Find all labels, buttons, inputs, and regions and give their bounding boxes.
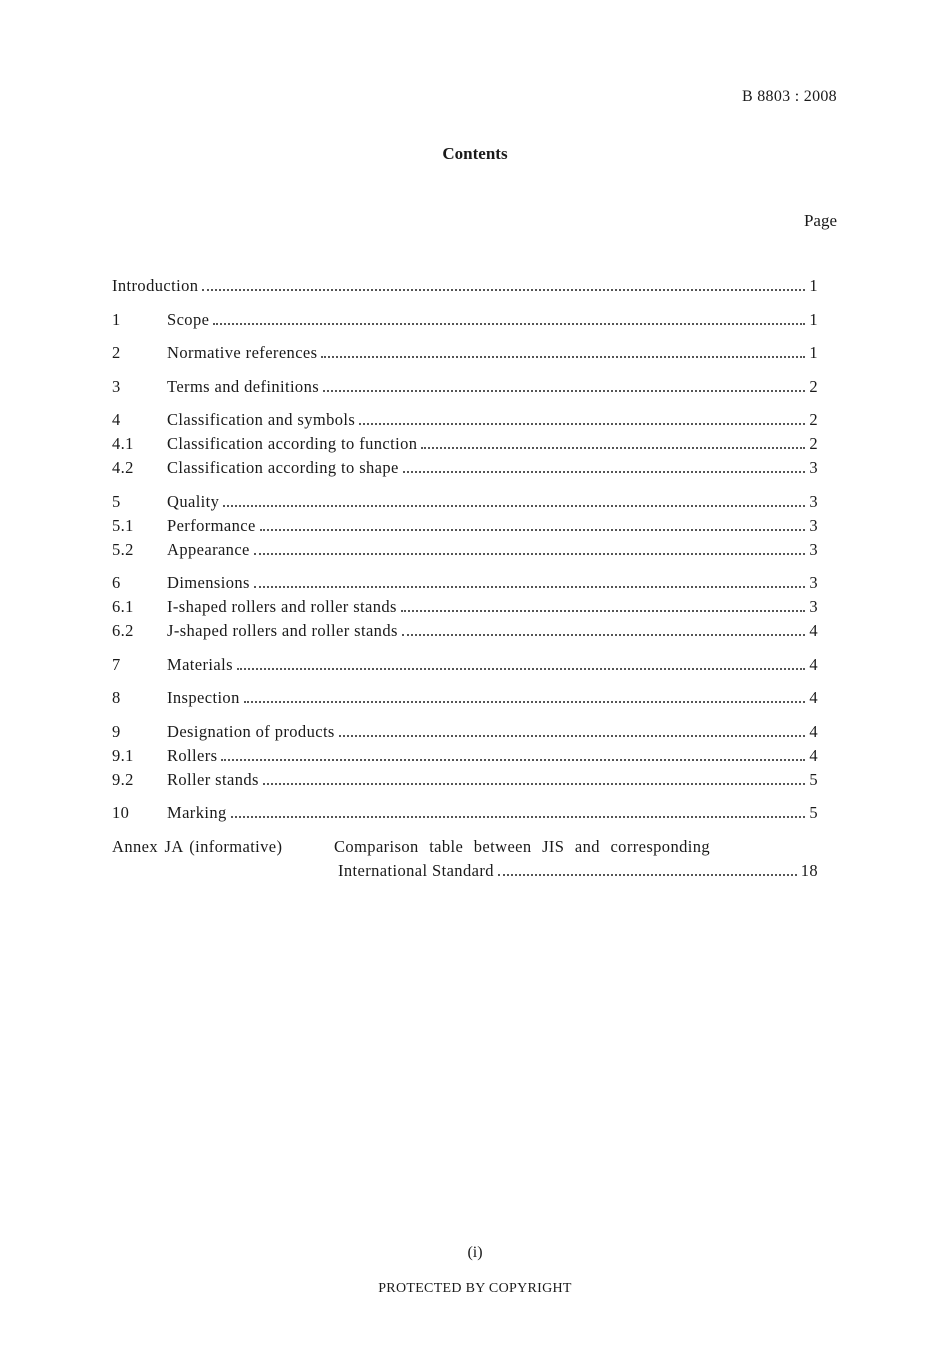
toc-entry-roller-stands[interactable] (112, 770, 818, 794)
toc-entry-scope[interactable] (112, 310, 818, 334)
toc-entry-number: 6.2 (112, 621, 134, 640)
toc-entry-number: 4 (112, 410, 121, 429)
toc-entry-title: Materials (167, 654, 233, 674)
annex-label: Annex JA (informative) (112, 836, 283, 856)
toc-entry-j-shaped-rollers[interactable] (112, 621, 818, 645)
toc-dot-leader (237, 667, 805, 670)
toc-dot-leader (359, 422, 805, 425)
toc-dot-leader (402, 633, 806, 636)
toc-entry-title: J-shaped rollers and roller stands (167, 621, 398, 640)
toc-entry-title: Roller stands (167, 769, 259, 789)
toc-dot-leader (401, 609, 805, 612)
toc-entry-number: 5.2 (112, 539, 134, 559)
toc-entry-normative-references[interactable] (112, 343, 818, 367)
toc-entry-number: 4.1 (112, 434, 134, 453)
page-column-label: Page (803, 211, 837, 230)
toc-entry-number: 3 (112, 376, 121, 396)
toc-entry-number: 8 (112, 688, 121, 707)
toc-entry-annex-ja[interactable] (112, 837, 818, 885)
toc-dot-leader (213, 322, 805, 325)
toc-dot-leader (321, 355, 805, 358)
toc-entry-title: Dimensions (167, 573, 250, 592)
toc-entry-title: Terms and definitions (167, 376, 320, 396)
toc-entry-title: Inspection (167, 688, 240, 707)
toc-entry-number: 9.2 (112, 769, 134, 789)
toc-entry-page: 2 (809, 376, 818, 396)
toc-entry-classification-and-symbols[interactable] (112, 410, 818, 434)
annex-first-line (112, 837, 818, 861)
toc-entry-title: Performance (167, 515, 256, 535)
toc-entry-page: 3 (809, 597, 818, 616)
toc-entry-marking[interactable] (112, 803, 818, 827)
toc-entry-title: Classification according to function (167, 434, 418, 453)
toc-dot-leader (498, 873, 797, 876)
toc-entry-page: 4 (809, 688, 818, 707)
toc-entry-number: 1 (112, 309, 121, 329)
annex-second-line (112, 861, 818, 885)
toc-dot-leader (421, 446, 805, 449)
toc-entry-title: Designation of products (167, 721, 335, 741)
toc-entry-title: Appearance (167, 539, 250, 559)
toc-entry-title: Classification according to shape (167, 458, 399, 477)
toc-entry-quality[interactable] (112, 492, 818, 516)
toc-entry-i-shaped-rollers[interactable] (112, 597, 818, 621)
toc-dot-leader (323, 389, 805, 392)
toc-entry-title: Rollers (167, 745, 218, 765)
toc-entry-title: I-shaped rollers and roller stands (167, 597, 397, 616)
toc-entry-classification-function[interactable] (112, 434, 818, 458)
toc-entry-title: Marking (167, 803, 227, 822)
toc-entry-title: Scope (167, 309, 210, 329)
toc-entry-number: 5.1 (112, 515, 134, 535)
toc-entry-page: 1 (809, 276, 818, 295)
toc-entry-number: 2 (112, 343, 121, 362)
toc-entry-page: 4 (809, 745, 818, 765)
toc-entry-number: 9 (112, 721, 121, 741)
toc-entry-number: 7 (112, 654, 121, 674)
toc-dot-leader (254, 585, 806, 588)
annex-title-line2: International Standard (338, 860, 494, 880)
toc-dot-leader (231, 815, 806, 818)
toc-entry-page: 2 (809, 410, 818, 429)
toc-entry-page: 1 (809, 343, 818, 362)
toc-entry-number: 10 (112, 803, 130, 822)
toc-entry-terms-and-definitions[interactable] (112, 377, 818, 401)
toc-entry-dimensions[interactable] (112, 573, 818, 597)
toc-entry-inspection[interactable] (112, 688, 818, 712)
toc-entry-page: 3 (809, 515, 818, 535)
toc-entry-page: 3 (809, 539, 818, 559)
toc-entry-number: 6.1 (112, 597, 134, 616)
toc-entry-designation-of-products[interactable] (112, 722, 818, 746)
toc-dot-leader (260, 528, 806, 531)
document-id: B 8803 : 2008 (741, 88, 837, 105)
toc-entry-page: 3 (809, 573, 818, 592)
footer-copyright-notice: PROTECTED BY COPYRIGHT (378, 1281, 572, 1296)
toc-entry-rollers[interactable] (112, 746, 818, 770)
toc-dot-leader (263, 782, 806, 785)
toc-dot-leader (339, 734, 806, 737)
toc-entry-page: 4 (809, 721, 818, 741)
toc-dot-leader (403, 470, 806, 473)
annex-page: 18 (800, 860, 818, 880)
contents-title: Contents (442, 144, 508, 163)
toc-entry-number: 5 (112, 491, 121, 511)
annex-title-line1: Comparison table between JIS and corresponding (334, 836, 711, 856)
toc-entry-title: Classification and symbols (167, 410, 356, 429)
toc-entry-performance[interactable] (112, 516, 818, 540)
toc-dot-leader (244, 700, 806, 703)
toc-entry-number: 9.1 (112, 745, 134, 765)
toc-entry-materials[interactable] (112, 655, 818, 679)
toc-entry-page: 3 (809, 491, 818, 511)
toc-entry-title: Introduction (112, 276, 199, 295)
toc-dot-leader (202, 288, 805, 291)
toc-entry-page: 4 (809, 654, 818, 674)
toc-entry-number: 4.2 (112, 458, 134, 477)
toc-entry-page: 3 (809, 458, 818, 477)
toc-entry-page: 4 (809, 621, 818, 640)
toc-entry-title: Quality (167, 491, 220, 511)
toc-entry-number: 6 (112, 573, 121, 592)
toc-entry-page: 5 (809, 803, 818, 822)
toc-entry-classification-shape[interactable] (112, 458, 818, 482)
toc-entry-page: 5 (809, 769, 818, 789)
toc-entry-page: 1 (809, 309, 818, 329)
toc-entry-appearance[interactable] (112, 540, 818, 564)
toc-entry-introduction[interactable] (112, 276, 818, 300)
footer-page-number: (i) (467, 1244, 483, 1261)
toc-entry-title: Normative references (167, 343, 318, 362)
toc-entry-page: 2 (809, 434, 818, 453)
toc-dot-leader (221, 758, 805, 761)
toc-dot-leader (223, 504, 805, 507)
table-of-contents (112, 276, 818, 885)
toc-dot-leader (254, 552, 806, 555)
